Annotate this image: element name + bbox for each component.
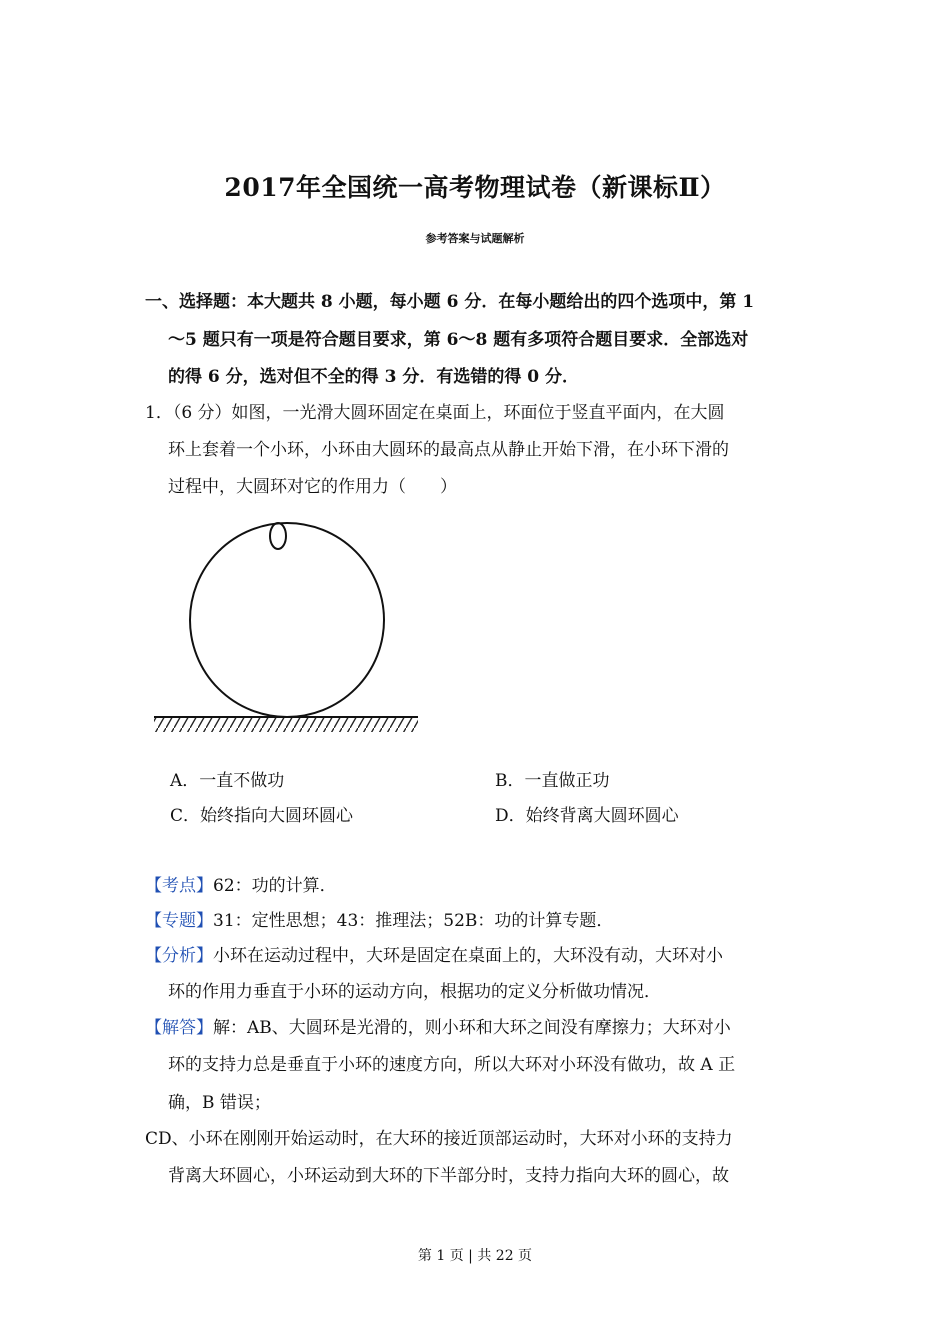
cd-line-2: 背离大环圆心，小环运动到大环的下半部分时，支持力指向大环的圆心，故 — [168, 1166, 729, 1186]
option-b: B．一直做正功 — [495, 771, 610, 791]
page-subtitle: 参考答案与试题解析 — [425, 232, 525, 245]
jieda-line-1 — [145, 1018, 731, 1038]
jieda-line-3: 确，B 错误； — [168, 1093, 271, 1113]
fenxi-line-1 — [145, 946, 723, 966]
page-title: 2017年全国统一高考物理试卷（新课标Ⅱ） — [224, 173, 726, 202]
option-c: C．始终指向大圆环圆心 — [170, 806, 354, 826]
zhuanti-line — [145, 911, 613, 931]
page-footer: 第 1 页 | 共 22 页 — [417, 1248, 533, 1264]
question-line-2: 环上套着一个小环，小环由大圆环的最高点从静止开始下滑，在小环下滑的 — [168, 440, 729, 460]
question-line-3: 过程中，大圆环对它的作用力（ ） — [168, 477, 457, 497]
cd-line-1: CD、小环在刚刚开始运动时，在大环的接近顶部运动时，大环对小环的支持力 — [145, 1129, 733, 1149]
jieda-line-2: 环的支持力总是垂直于小环的速度方向，所以大环对小环没有做功，故 A 正 — [168, 1055, 736, 1075]
kaodian-text: 62：功的计算． — [213, 876, 337, 896]
zhuanti-tag: 【专题】 — [145, 911, 213, 931]
section-line-1: 一、选择题：本大题共 8 小题，每小题 6 分．在每小题给出的四个选项中，第 1 — [145, 292, 755, 312]
small-ring — [270, 523, 286, 549]
kaodian-tag: 【考点】 — [145, 876, 213, 896]
fenxi-text: 小环在运动过程中，大环是固定在桌面上的，大环没有动，大环对小 — [213, 946, 723, 966]
section-line-2: ～5 题只有一项是符合题目要求，第 6～8 题有多项符合题目要求．全部选对 — [168, 330, 749, 350]
jieda-text: 解：AB、大圆环是光滑的，则小环和大环之间没有摩擦力；大环对小 — [213, 1018, 731, 1038]
zhuanti-text: 31：定性思想；43：推理法；52B：功的计算专题． — [213, 911, 614, 931]
option-a: A．一直不做功 — [170, 771, 285, 791]
fenxi-line-2: 环的作用力垂直于小环的运动方向，根据功的定义分析做功情况． — [168, 982, 661, 1002]
section-line-3: 的得 6 分，选对但不全的得 3 分．有选错的得 0 分． — [168, 367, 579, 387]
option-d: D．始终背离大圆环圆心 — [495, 806, 679, 826]
question-line-1: 1．（6 分）如图，一光滑大圆环固定在桌面上，环面位于竖直平面内，在大圆 — [145, 403, 725, 423]
table-hatch — [154, 718, 418, 732]
large-ring — [190, 523, 384, 717]
fenxi-tag: 【分析】 — [145, 946, 213, 966]
jieda-tag: 【解答】 — [145, 1018, 213, 1038]
kaodian-line — [145, 876, 337, 896]
ring-diagram — [150, 518, 422, 736]
